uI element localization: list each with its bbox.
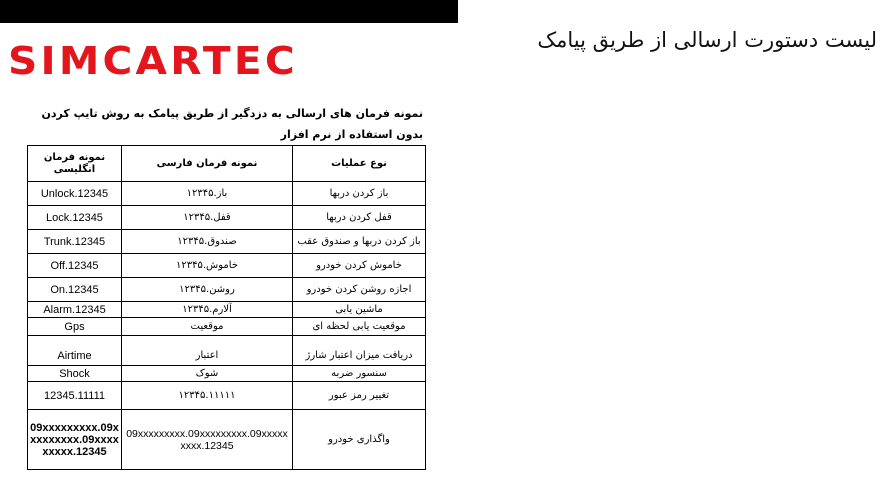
operation-cell: باز کردن دربها و صندوق عقب [293, 230, 426, 254]
english-command-cell: Alarm.12345 [28, 302, 122, 318]
english-command-cell: Shock [28, 366, 122, 382]
operation-cell: خاموش کردن خودرو [293, 254, 426, 278]
english-command-cell: Trunk.12345 [28, 230, 122, 254]
header-operation-type: نوع عملیات [293, 146, 426, 182]
table-row [28, 206, 426, 230]
persian-command-cell: اعتبار [122, 336, 293, 366]
persian-command-cell: صندوق.۱۲۳۴۵ [122, 230, 293, 254]
persian-command-cell: روشن.۱۲۳۴۵ [122, 278, 293, 302]
table-row [28, 182, 426, 206]
english-command-cell: Gps [28, 318, 122, 336]
operation-cell: موقعیت یابی لحظه ای [293, 318, 426, 336]
table-header-row [28, 146, 426, 182]
table-row [28, 318, 426, 336]
page-title: لیست دستورت ارسالی از طریق پیامک [537, 28, 877, 52]
persian-command-cell: آلارم.۱۲۳۴۵ [122, 302, 293, 318]
top-black-bar [0, 0, 458, 23]
table-row [28, 302, 426, 318]
table-row [28, 336, 426, 366]
english-command-cell: Lock.12345 [28, 206, 122, 230]
operation-cell: باز کردن دربها [293, 182, 426, 206]
command-table [27, 145, 426, 470]
english-command-cell: 09xxxxxxxxx.09xxxxxxxxx.09xxxxxxxxx.12345 [28, 410, 122, 470]
header-english-command: نمونه فرمان انگلیسی [28, 146, 122, 182]
english-command-cell: Unlock.12345 [28, 182, 122, 206]
table-row [28, 366, 426, 382]
operation-cell: اجازه روشن کردن خودرو [293, 278, 426, 302]
operation-cell: واگذاری خودرو [293, 410, 426, 470]
table-row [28, 278, 426, 302]
english-command-cell: 12345.11111 [28, 382, 122, 410]
operation-cell: ماشین یابی [293, 302, 426, 318]
table-row [28, 410, 426, 470]
simcartec-logo: SIMCARTEC [8, 39, 298, 83]
persian-command-cell: موقعیت [122, 318, 293, 336]
persian-command-cell: ۱۲۳۴۵.۱۱۱۱۱ [122, 382, 293, 410]
header-persian-command: نمونه فرمان فارسی [122, 146, 293, 182]
persian-command-cell: شوک [122, 366, 293, 382]
table-row [28, 254, 426, 278]
operation-cell: سنسور ضربه [293, 366, 426, 382]
intro-paragraph: نمونه فرمان های ارسالی به دزدگیر از طریق پیامک به روش تایپ کردن بدون استفاده از نرم افزار [41, 107, 423, 141]
persian-command-cell: قفل.۱۲۳۴۵ [122, 206, 293, 230]
operation-cell: قفل کردن دربها [293, 206, 426, 230]
english-command-cell: Off.12345 [28, 254, 122, 278]
persian-command-cell: خاموش.۱۲۳۴۵ [122, 254, 293, 278]
table-row [28, 382, 426, 410]
operation-cell: دریافت میزان اعتبار شارژ [293, 336, 426, 366]
operation-cell: تغییر رمز عبور [293, 382, 426, 410]
english-command-cell: On.12345 [28, 278, 122, 302]
english-command-cell: Airtime [28, 336, 122, 366]
table-row [28, 230, 426, 254]
persian-command-cell: باز.۱۲۳۴۵ [122, 182, 293, 206]
persian-command-cell: 09xxxxxxxxx.09xxxxxxxxx.09xxxxxxxxx.12345 [122, 410, 293, 470]
